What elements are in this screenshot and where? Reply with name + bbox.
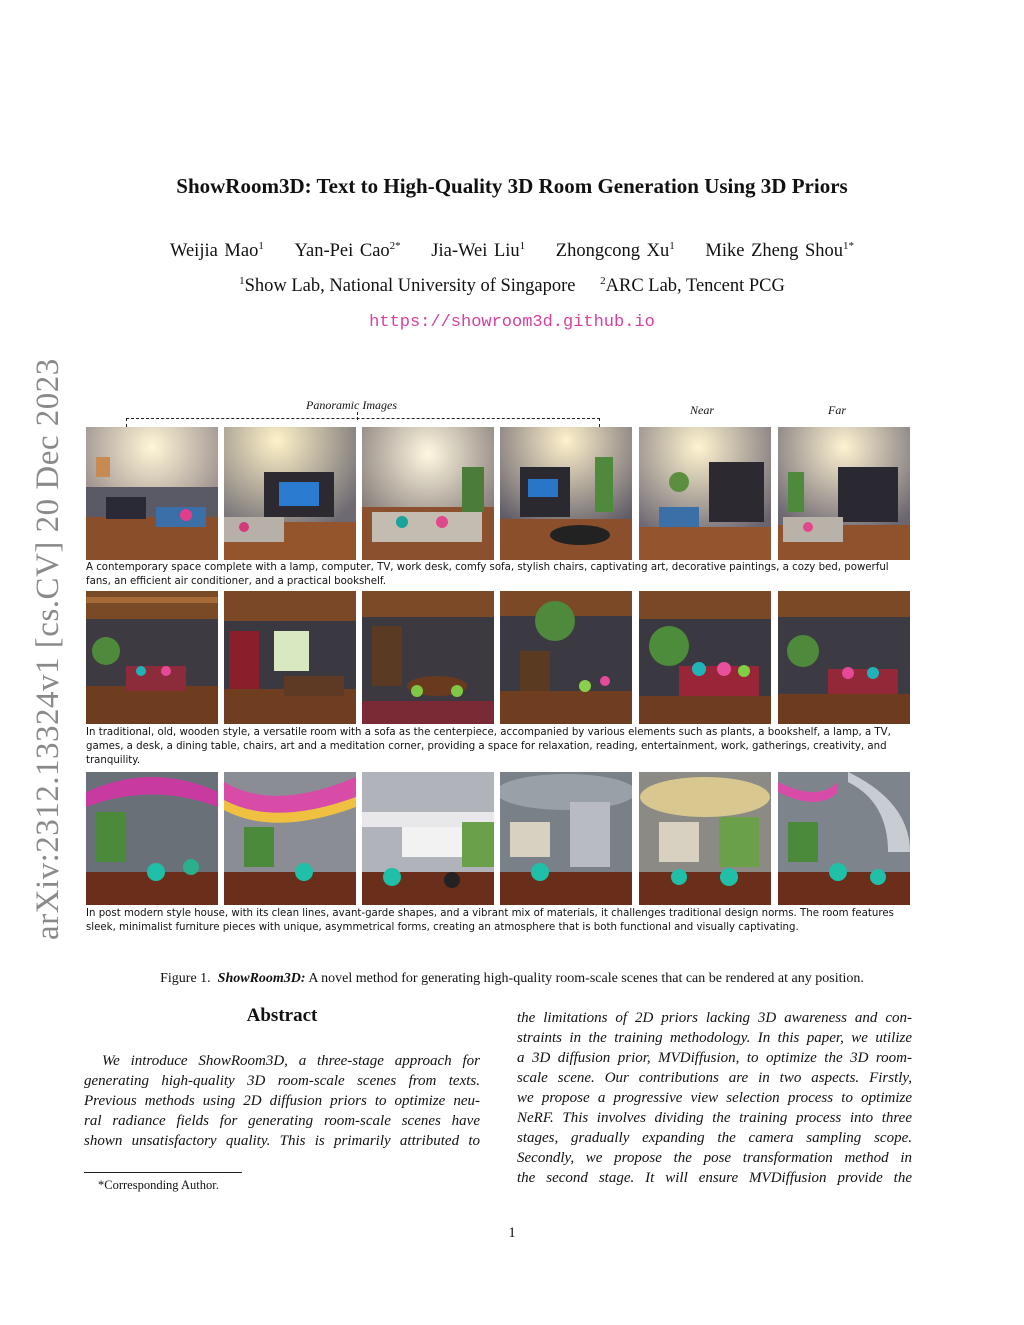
author: Mike Zheng Shou$^{1*}$ — [705, 240, 855, 261]
affiliations — [0, 276, 1024, 297]
panoramic-bracket-tick — [357, 412, 358, 420]
author: Weijia Mao$^1$ — [169, 240, 264, 261]
row-caption-postmodern: In post modern style house, with its clean lines, avant-garde shapes, and a vibrant mix of materials, it challenges traditional design norms. The room features sleek, minimalist furniture pieces with unique, asymmetrical forms, creating an atmosphere that is both functional and visually captivating. — [86, 908, 894, 933]
author: Yan-Pei Cao$^{2*}$ — [294, 240, 401, 261]
row-caption-contemporary: A contemporary space complete with a lamp, computer, TV, work desk, comfy sofa, stylish chairs, captivating art, decorative paintings, a cozy bed, powerful fans, an efficient air conditioner, and a practical bookshelf. — [86, 562, 889, 587]
room-render-image — [500, 427, 632, 560]
room-render-image — [362, 591, 494, 724]
author: Zhongcong Xu$^1$ — [555, 240, 675, 261]
page-number: 1 — [508, 1225, 516, 1241]
paper-title: ShowRoom3D: Text to High-Quality 3D Room Generation Using 3D Priors — [176, 174, 848, 198]
figure-caption: Figure 1. ShowRoom3D: A novel method for generating high-quality room-scale scenes that can be rendered at any position. — [160, 971, 864, 986]
room-render-image — [639, 427, 771, 560]
room-render-image — [362, 427, 494, 560]
panoramic-bracket — [126, 418, 600, 427]
room-render-image — [224, 772, 356, 905]
affiliation: $^2$ARC Lab, Tencent PCG — [600, 275, 785, 296]
affiliation: $^1$Show Lab, National University of Singapore — [239, 275, 576, 296]
room-render-image — [639, 591, 771, 724]
abstract-left-column: We introduce ShowRoom3D, a three-stage approach for generating high-quality 3D room-scale scenes from texts. Previous methods using 2D diffusion priors to optimize neu- ral radiance fields for generating room-scale scenes have shown unsatisfactory quality. This is primarily attributed to — [84, 1053, 480, 1149]
room-render-image — [224, 427, 356, 560]
room-render-image — [500, 591, 632, 724]
footnote-divider — [84, 1172, 242, 1173]
room-render-image — [778, 427, 910, 560]
room-render-image — [362, 772, 494, 905]
room-render-image — [86, 427, 218, 560]
footnote: *Corresponding Author. — [98, 1178, 219, 1192]
room-render-image — [639, 772, 771, 905]
near-label: Near — [690, 403, 714, 417]
author-list — [0, 241, 1024, 262]
room-render-image — [778, 591, 910, 724]
arxiv-identifier: arXiv:2312.13324v1 [cs.CV] 20 Dec 2023 — [30, 358, 66, 940]
room-render-image — [224, 591, 356, 724]
abstract-heading: Abstract — [246, 1005, 318, 1026]
project-url-link[interactable]: https://showroom3d.github.io — [369, 313, 655, 332]
room-render-image — [86, 772, 218, 905]
room-render-image — [500, 772, 632, 905]
author: Jia-Wei Liu$^1$ — [431, 240, 526, 261]
room-render-image — [86, 591, 218, 724]
far-label: Far — [828, 403, 846, 417]
abstract-right-column: the limitations of 2D priors lacking 3D awareness and con- straints in the training methodology. In this paper, we utilize a 3D diffusion prior, MVDiffusion, to optimize the 3D room- scale scene. Our contributions are in two aspects. Firstly, we propose a progressive view selection process to optimize NeRF. This involves dividing the training process into three stages, gradually expanding the camera sampling scope. Secondly, we propose the pose transformation method in the second stage. It will ensure MVDiffusion provide the — [517, 1010, 912, 1186]
panoramic-images-label: Panoramic Images — [306, 398, 397, 412]
room-render-image — [778, 772, 910, 905]
row-caption-traditional: In traditional, old, wooden style, a versatile room with a sofa as the centerpiece, accompanied by various elements such as plants, a bookshelf, a lamp, a TV, games, a desk, a dining table, chairs, art and a meditation corner, providing a space for relaxation, reading, entertainment, work, gatherings, creativity, and tranquility. — [86, 727, 891, 766]
